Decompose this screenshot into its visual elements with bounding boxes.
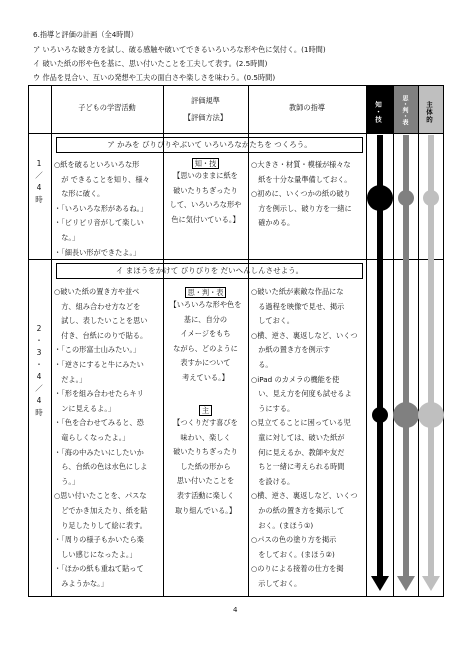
time-a: 1 ／ 4 時 bbox=[35, 159, 43, 204]
section-title: 6.指導と評価の計画（全4時間） bbox=[33, 30, 138, 39]
header-teacher: 教師の指導 bbox=[289, 103, 325, 112]
criteria-label-b1: 思・判・表 bbox=[185, 287, 227, 298]
activity-b: ○破いた紙の置き方や並べ 方、組み合わせ方などを 試し、表したいことを思い 付き、台紙にのりで貼る。 ・「この形富士山みたい。」 ・「逆さにすると牛にみたい だよ。」 ・「形を組み合わせたらキリ ンに見えるよ。」 ・「色を合わせてみると、恐 竜らしくなったよ。」 ・「海の中みたいにしたいか ら、台紙の色は水色にしよ う。」 ○思い付いたことを、パスな どでかき加えたり、紙を貼 り足したりして絵に表す。 ・「周りの様子もかいたら楽 しい感じになったよ。」 ・「ほかの紙も重ねて貼って みようかな。」 bbox=[54, 287, 148, 588]
page-number: 4 bbox=[233, 606, 238, 614]
col2-arrow-icon bbox=[397, 576, 415, 591]
time-b: 2 ・ 3 ・ 4 ／ 4 時 bbox=[35, 324, 43, 417]
col3-arrow-icon bbox=[422, 576, 440, 591]
header-activity: 子どもの学習活動 bbox=[78, 103, 136, 112]
evaluation-timeline bbox=[366, 133, 444, 596]
col1-arrow-icon bbox=[371, 576, 389, 591]
teacher-a: ○大きさ・材質・模様が様々な 紙を十分な量準備しておく。 ○初めに、いくつかの紙の破り 方を例示し、破り方を一緒に 確かめる。 bbox=[251, 160, 352, 228]
criteria-label-b2: 主 bbox=[199, 405, 212, 416]
header-col2: 思・判・表 bbox=[401, 95, 408, 125]
header-col3: 主体的 bbox=[425, 100, 433, 124]
header-col1: 知・技 bbox=[374, 100, 382, 124]
col3-dot-b bbox=[418, 402, 444, 428]
col2-dot-a bbox=[398, 190, 414, 206]
criteria-label-a: 知・技 bbox=[192, 158, 220, 169]
col2-dot-b bbox=[393, 402, 419, 428]
goal-a: ア いろいろな破き方を試し、破る感触や破いてできるいろいろな形や色に気付く。(1時間) bbox=[33, 45, 326, 54]
col1-dot-a bbox=[367, 185, 393, 211]
col3-dot-a bbox=[423, 190, 439, 206]
teacher-b: ○破いた紙が素敵な作品にな る過程を映像で見せ、掲示 しておく。 ○横、逆さ、裏返しなど、いくつ か紙の置き方を例示す る。 ○iPad のカメラの機能を使 い、見え方を何度も試せるよ うにする。 ○見立てることに困っている児 童に対しては、破いた紙が 何に見えるか、教師や友だ ちと一緒に考えられる時間 を設ける。 ○横、逆さ、裏返しなど、いくつ かの紙の置き方を掲示して おく。(まほう①) ○パスの色の塗り方を掲示 をしておく。(まほう②) ○のりによる接着の仕方を掲 示しておく。 bbox=[251, 287, 358, 588]
banner-a: ア かみを びりびりやぶいて いろいろなかたちを つくろう。 bbox=[56, 137, 363, 153]
criteria-b1: 思・判・表 【いろいろな形や色を 基に、自分の イメージをもち ながら、どのように 表すかについて 考えている。】 bbox=[169, 288, 242, 382]
banner-b: イ まほうをかけて びりびりを だいへんしんさせよう。 bbox=[56, 263, 363, 279]
header-criteria: 評価規準 bbox=[191, 96, 220, 105]
goal-u: ウ 作品を見合い、互いの発想や工夫の面白さや楽しさを味わう。(0.5時間) bbox=[33, 73, 276, 82]
header-method: 【評価方法】 bbox=[183, 113, 228, 122]
criteria-b2: 主 【つくりだす喜びを 味わい、楽しく 破いたりちぎったり した紙の形から 思い付いたことを 表す活動に楽しく 取り組んでいる。】 bbox=[173, 406, 238, 515]
activity-a: ○紙を破るといろいろな形 が できることを知り、様々 な形に破く。 ・「いろいろな形があるね。」 ・「ビリビリ音がして楽しい な。」 ・「細長い形ができたよ。」 bbox=[54, 160, 150, 257]
goal-i: イ 破いた紙の形や色を基に、思い付いたことを工夫して表す。(2.5時間) bbox=[33, 59, 268, 68]
criteria-a: 知・技 【思いのままに紙を 破いたりちぎったり して、いろいろな形や 色に気付いている。】 bbox=[169, 159, 242, 224]
col1-dot-b bbox=[372, 407, 388, 423]
